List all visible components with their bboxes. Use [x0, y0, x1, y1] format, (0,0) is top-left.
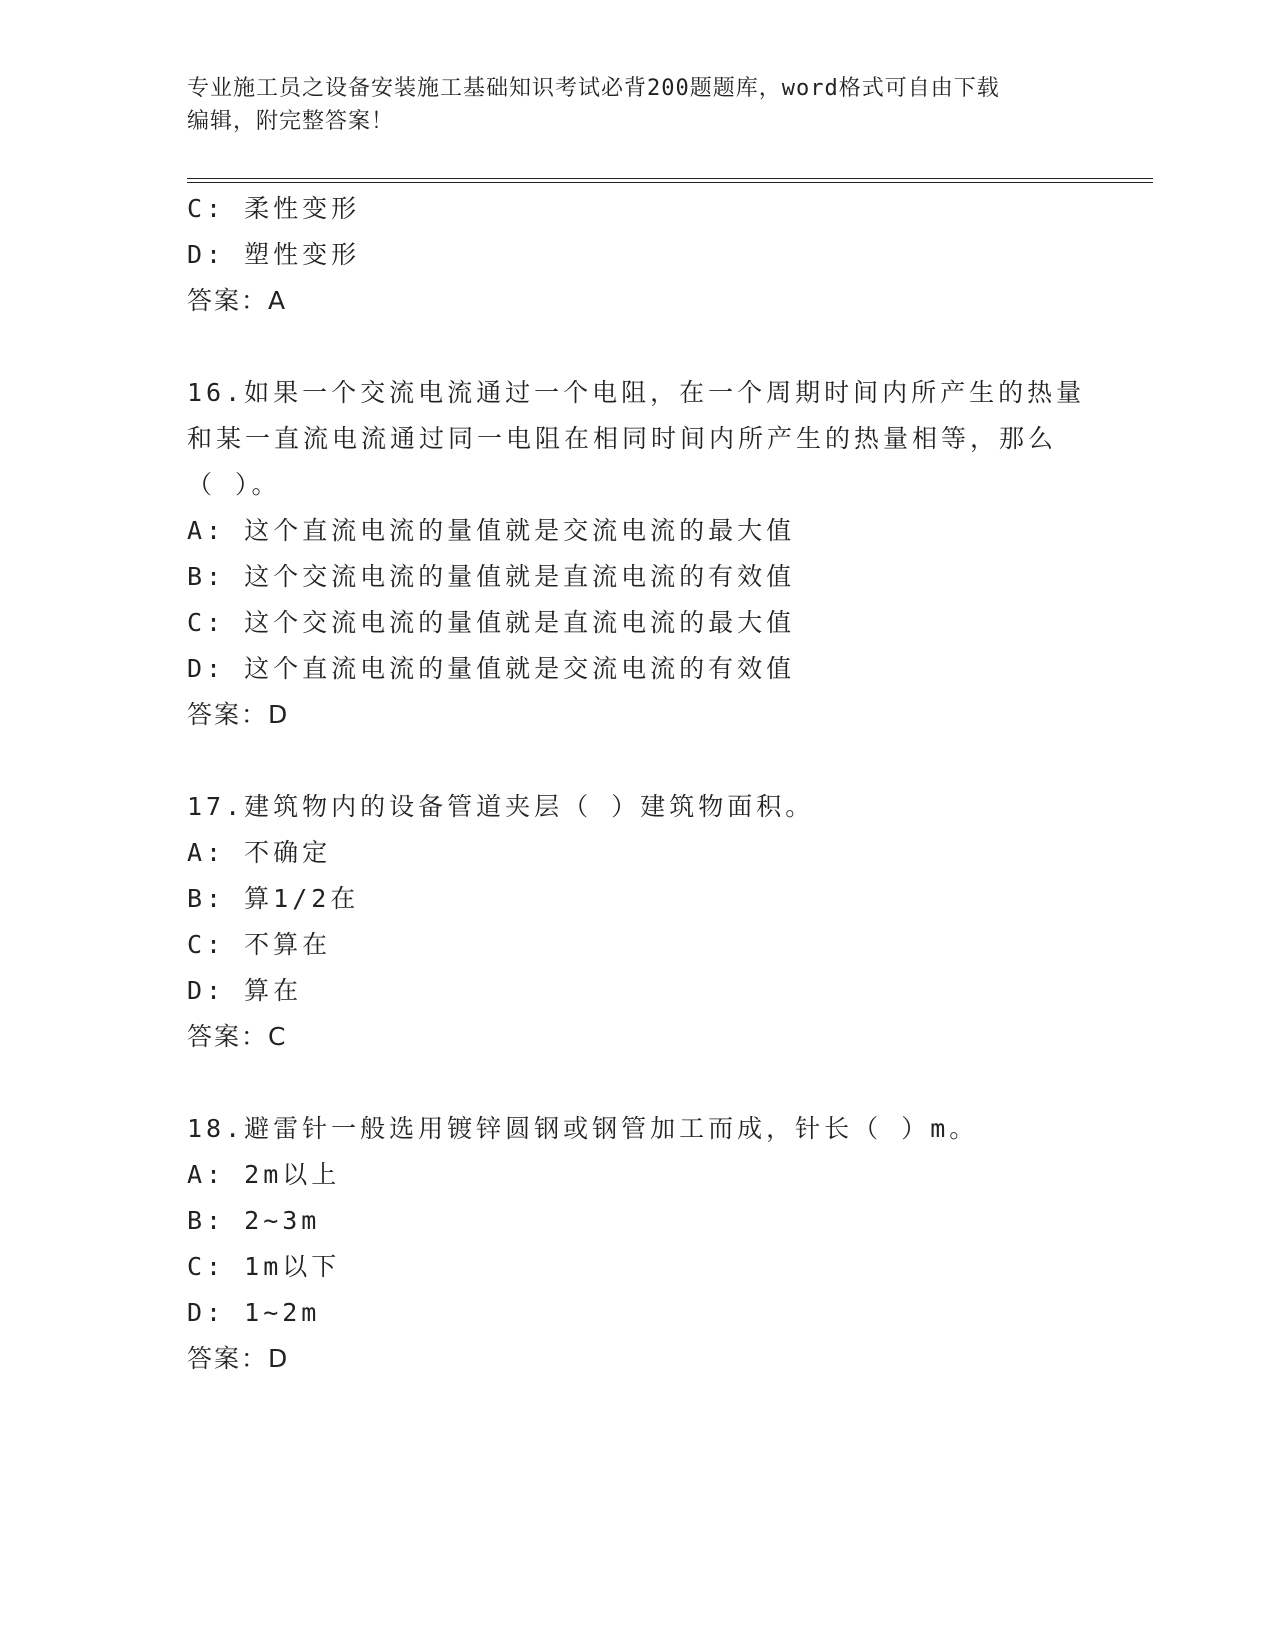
spacer: [187, 324, 1087, 370]
question-17: [187, 784, 1087, 1060]
option-b: B: 这个交流电流的量值就是直流电流的有效值: [187, 562, 796, 591]
option-a: A: 不确定: [187, 838, 332, 867]
option-d: D: 塑性变形: [187, 240, 361, 269]
document-header: [187, 72, 1087, 138]
header-divider-bottom: [187, 182, 1153, 183]
option-d: D: 算在: [187, 976, 303, 1005]
header-line-1: 专业施工员之设备安装施工基础知识考试必背200题题库，word格式可自由下载: [187, 76, 1000, 101]
option-c: C: 不算在: [187, 930, 332, 959]
question-18: [187, 1106, 1087, 1382]
spacer: [187, 738, 1087, 784]
header-line-2: 编辑，附完整答案！: [187, 109, 395, 134]
option-b: B: 算1/2在: [187, 884, 360, 913]
question-stem-line-1: 16.如果一个交流电流通过一个电阻，在一个周期时间内所产生的热量: [187, 378, 1086, 407]
option-c: C: 柔性变形: [187, 194, 361, 223]
answer-line: 答案：D: [187, 1344, 290, 1373]
question-stem: 17.建筑物内的设备管道夹层（ ）建筑物面积。: [187, 792, 815, 821]
question-stem-line-3: （ ）。: [187, 470, 281, 499]
header-divider-top: [187, 178, 1153, 179]
question-stem-line-2: 和某一直流电流通过同一电阻在相同时间内所产生的热量相等，那么: [187, 424, 1058, 453]
option-b: B: 2~3m: [187, 1206, 321, 1235]
question-list: [187, 186, 1087, 1382]
option-c: C: 1m以下: [187, 1252, 341, 1281]
option-d: D: 这个直流电流的量值就是交流电流的有效值: [187, 654, 796, 683]
spacer: [187, 1060, 1087, 1106]
option-d: D: 1~2m: [187, 1298, 321, 1327]
question-stem: 18.避雷针一般选用镀锌圆钢或钢管加工而成，针长（ ）m。: [187, 1114, 979, 1143]
question-15-tail: [187, 186, 1087, 324]
question-16: [187, 370, 1087, 738]
answer-line: 答案：A: [187, 286, 288, 315]
answer-line: 答案：D: [187, 700, 290, 729]
option-c: C: 这个交流电流的量值就是直流电流的最大值: [187, 608, 796, 637]
answer-line: 答案：C: [187, 1022, 288, 1051]
option-a: A: 这个直流电流的量值就是交流电流的最大值: [187, 516, 796, 545]
option-a: A: 2m以上: [187, 1160, 341, 1189]
